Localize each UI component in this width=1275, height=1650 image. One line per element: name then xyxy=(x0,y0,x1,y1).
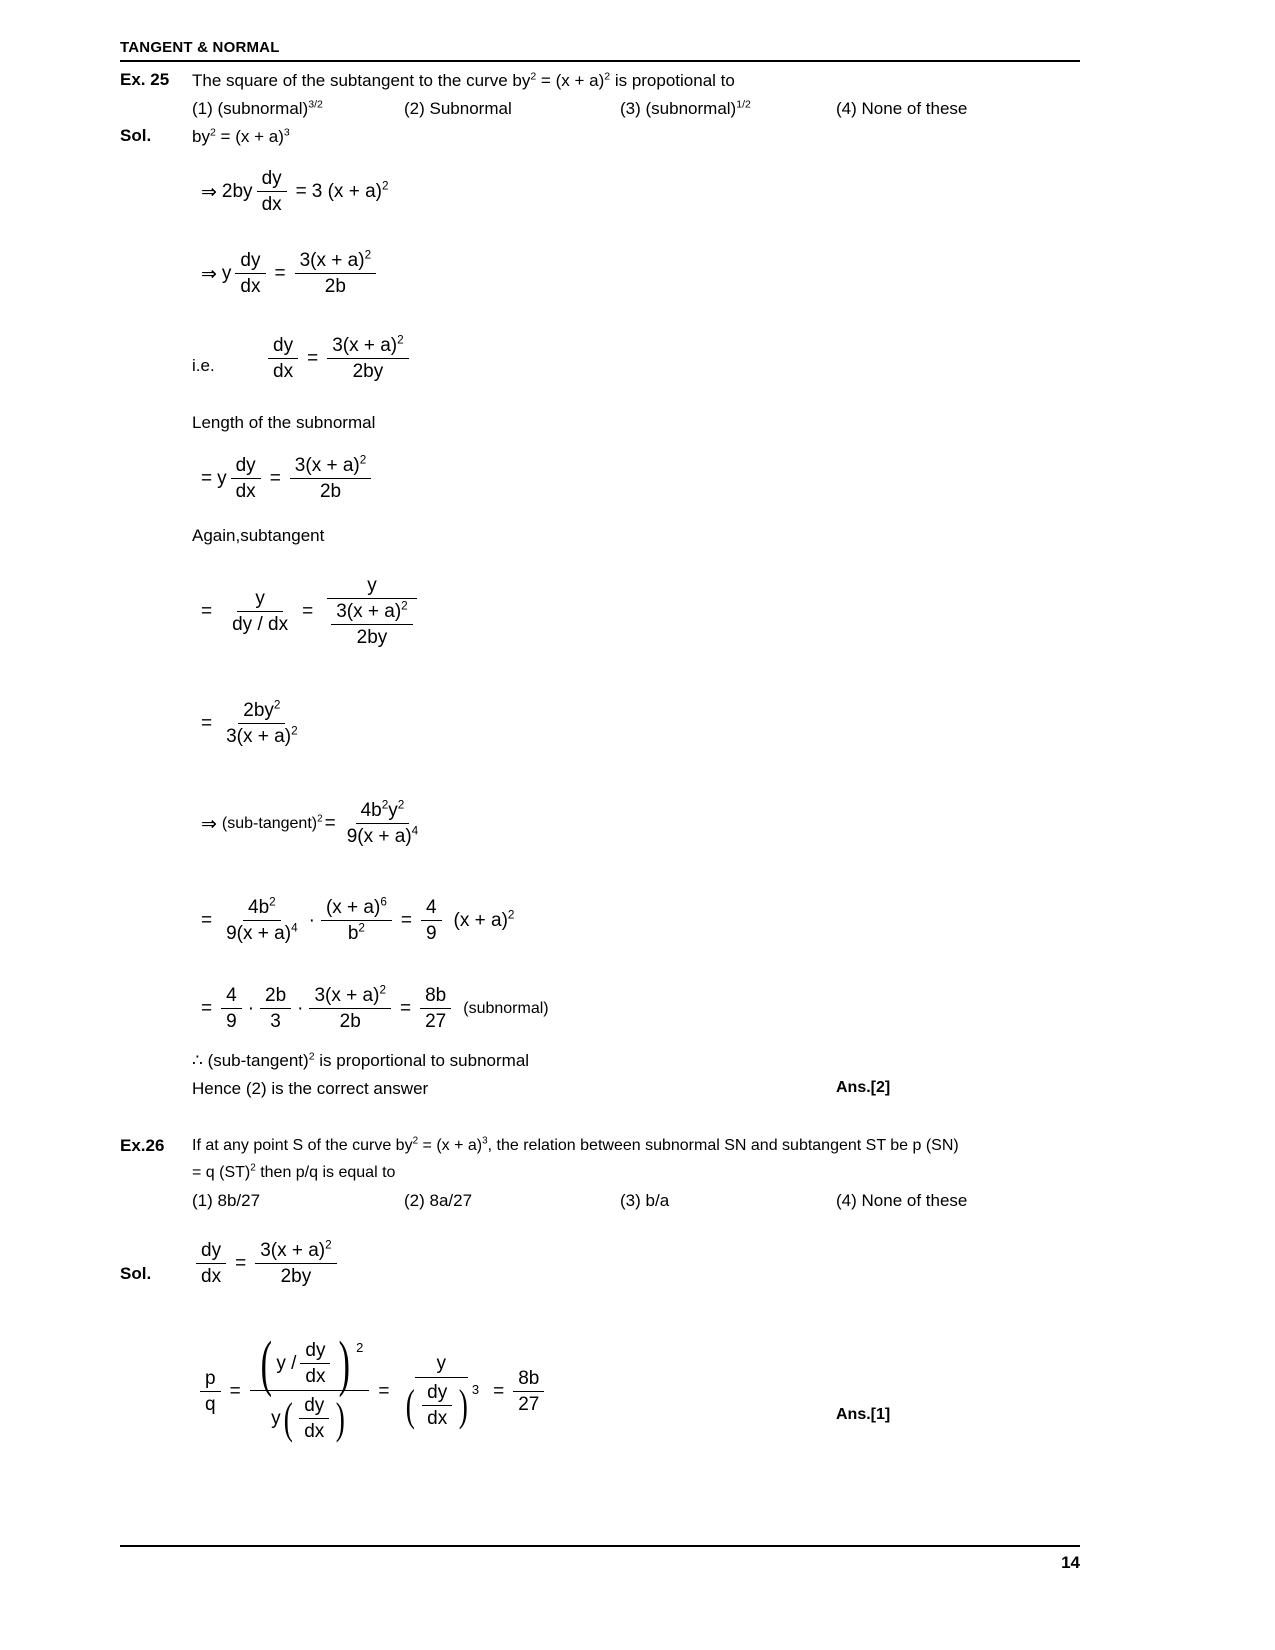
ex25-step4-den: 2b xyxy=(319,481,342,502)
ex26-q1-sup2: 3 xyxy=(482,1135,488,1147)
ex25-step9-dot2: · xyxy=(297,998,304,1019)
ex25-step4-num-text: 3(x + a) xyxy=(294,455,360,476)
ex25-step9-fraction2 xyxy=(260,985,291,1033)
ex25-step9-f4-den: 27 xyxy=(425,1011,447,1032)
ex25-step8-fraction2 xyxy=(321,897,392,945)
ex26-step1-eq: = xyxy=(235,1253,247,1274)
ex25-step8-f1-num xyxy=(243,897,281,921)
ex25-step2-eq: = xyxy=(274,263,286,284)
ex26-step2-den1-group xyxy=(271,1395,348,1443)
ex25-step5 xyxy=(196,575,426,649)
ex25-answer: Ans.[2] xyxy=(836,1079,891,1096)
ex25-step7-num-sup1: 2 xyxy=(381,798,389,812)
ex25-option-1-text: (subnormal) xyxy=(217,99,309,118)
ex26-option-1[interactable] xyxy=(192,1190,260,1211)
ex26-step2-num1 xyxy=(250,1330,370,1398)
ex25-step8-tail xyxy=(454,910,515,932)
ex26-step2-den1 xyxy=(266,1391,353,1443)
ex25-step4-fraction xyxy=(290,455,372,503)
ex26-step2-inner-dx: dx xyxy=(305,1366,326,1388)
ex26-step2-den-y: y xyxy=(271,1408,281,1430)
ex25-step6-num xyxy=(238,700,285,724)
right-paren-icon: ) xyxy=(339,1330,351,1398)
ex25-step6 xyxy=(196,700,307,748)
ex26-step2-den-dydx xyxy=(299,1395,329,1443)
ex25-step8-f1-den xyxy=(221,921,303,945)
ex25-subnormal-caption: Length of the subnormal xyxy=(192,413,376,432)
ex25-step7-den xyxy=(342,824,424,848)
ex26-q2-sup: 2 xyxy=(250,1162,256,1174)
ex25-step8-tail-sup: 2 xyxy=(507,908,515,922)
ex26-step2-fraction1 xyxy=(250,1330,370,1444)
ex26-q2b: then p/q is equal to xyxy=(255,1164,396,1181)
ex25-question-text: The square of the subtangent to the curve by xyxy=(192,71,531,90)
ex25-step3-dx: dx xyxy=(273,361,294,382)
ex25-step4-dx: dx xyxy=(235,481,256,502)
ex25-step3-den: 2by xyxy=(352,361,384,382)
ex25-step5-eq2: = xyxy=(302,601,314,622)
ex25-step7-num-b: 4b xyxy=(360,800,382,821)
ex25-step8-f2-den-text: b xyxy=(347,923,359,944)
ex26-step1-num-sup: 2 xyxy=(325,1238,332,1252)
ex25-step2-num-text: 3(x + a) xyxy=(299,250,365,271)
ex25-option-3-sup: 1/2 xyxy=(736,98,751,111)
ex25-sol-label: Sol. xyxy=(120,126,152,145)
ex25-step7-num-y: y xyxy=(388,800,398,821)
ex26-option-3-num: (3) xyxy=(620,1191,641,1210)
ex26-step2-f3-den: 27 xyxy=(518,1393,540,1415)
footer-divider xyxy=(120,1545,1080,1547)
ex26-step1-den: 2by xyxy=(280,1266,312,1287)
ex26-option-3[interactable] xyxy=(620,1190,669,1211)
ex26-option-4-text: None of these xyxy=(861,1191,968,1210)
ex26-step1-dy: dy xyxy=(196,1240,226,1264)
page-header xyxy=(120,40,1080,62)
ex25-step1 xyxy=(196,168,389,216)
ex26-step1-num xyxy=(255,1240,337,1264)
ex25-step1-rhs xyxy=(312,181,389,203)
ex25-option-1-sup: 3/2 xyxy=(308,98,323,111)
ex26-step2-inner-y: y / xyxy=(276,1353,297,1375)
ex25-step4-num-sup: 2 xyxy=(359,453,367,467)
ex26-step2-eq3: = xyxy=(493,1380,505,1402)
ex25-option-1-num: (1) xyxy=(192,99,213,118)
ex25-given-rhs-sup: 3 xyxy=(283,126,290,139)
ex25-step9-f3-num xyxy=(309,985,391,1009)
ex26-option-3-text: b/a xyxy=(645,1191,670,1210)
ex25-option-3-num: (3) xyxy=(620,99,641,118)
ex25-step1-dydx xyxy=(257,168,287,216)
ex25-step2 xyxy=(196,250,380,298)
ex26-q2a: = q (ST) xyxy=(192,1164,251,1181)
ex25-step1-rhs-sup: 2 xyxy=(381,179,389,193)
ex25-step3-fraction xyxy=(327,335,409,383)
ex25-step8-fraction3 xyxy=(421,897,442,945)
ex25-step7-lhs-sup: 2 xyxy=(317,813,323,825)
ex25-step9-tail: (subnormal) xyxy=(463,1000,549,1017)
ex25-step6-num-text: 2by xyxy=(243,700,274,721)
ex26-question-line1 xyxy=(192,1136,959,1156)
ex25-step7-den-sup: 4 xyxy=(411,824,419,838)
therefore-symbol: ∴ xyxy=(192,1051,203,1070)
ex25-conclusion-text: (sub-tangent) xyxy=(207,1051,309,1070)
ex26-step2-eq2: = xyxy=(378,1380,390,1402)
ex25-step8-f2-num-sup: 6 xyxy=(380,895,387,909)
ex25-step8-fraction1 xyxy=(221,897,303,945)
ex25-step2-dydx xyxy=(235,250,265,298)
ex26-option-1-num: (1) xyxy=(192,1191,213,1210)
ex25-step8-f2-den-sup: 2 xyxy=(358,921,365,935)
ex25-step2-den: 2b xyxy=(324,276,346,297)
header-divider xyxy=(120,60,1080,62)
ex25-conclusion xyxy=(192,1050,529,1071)
left-paren-icon-2: ( xyxy=(283,1394,293,1444)
ex26-step2-f2-exp: 3 xyxy=(471,1382,480,1398)
ex25-conclusion-end: is proportional to subnormal xyxy=(314,1051,530,1070)
ex25-option-1[interactable] xyxy=(192,98,323,119)
ex26-q1a: If at any point S of the curve by xyxy=(192,1137,413,1154)
ex26-step2-den-dy: dy xyxy=(299,1395,329,1419)
ex25-step5-inner-num-sup: 2 xyxy=(401,599,408,613)
ex25-option-2-num: (2) xyxy=(404,99,425,118)
ex25-option-2-text: Subnormal xyxy=(429,99,512,118)
ex25-step6-den xyxy=(221,724,303,748)
ex26-option-2[interactable] xyxy=(404,1190,472,1211)
ex25-step3 xyxy=(264,335,413,383)
ex25-step5-num1: y xyxy=(237,588,283,612)
ex25-step5-inner-num xyxy=(331,601,413,625)
ex26-option-1-text: 8b/27 xyxy=(217,1191,261,1210)
ex25-step3-prefix: i.e. xyxy=(192,356,215,375)
ex25-step1-arrow: ⇒ xyxy=(201,181,217,203)
ex25-step8-f2-num-text: (x + a) xyxy=(325,897,381,918)
ex25-step1-eq: = xyxy=(295,181,307,202)
ex25-step3-num xyxy=(327,335,409,359)
ex25-step7 xyxy=(196,800,427,848)
ex25-question xyxy=(192,70,735,91)
ex25-step8-tail-text: (x + a) xyxy=(453,910,508,931)
ex25-step7-num xyxy=(356,800,410,824)
ex25-step5-den2 xyxy=(322,599,422,649)
ex25-step9 xyxy=(196,985,549,1033)
ex25-step9-f3-den: 2b xyxy=(339,1011,361,1032)
ex25-step5-num2: y xyxy=(327,575,417,599)
ex25-step8-f3-num: 4 xyxy=(421,897,442,921)
ex26-step2-pq xyxy=(200,1368,221,1416)
ex25-step6-fraction xyxy=(221,700,303,748)
ex25-step7-num-sup2: 2 xyxy=(397,798,405,812)
ex25-step3-num-sup: 2 xyxy=(397,333,404,347)
ex25-question-sup1: 2 xyxy=(530,70,537,83)
ex25-step8-f3-den: 9 xyxy=(425,923,437,944)
right-paren-icon-3: ) xyxy=(459,1381,469,1431)
ex25-question-sup2: 2 xyxy=(604,70,611,83)
ex25-step9-eq1: = xyxy=(201,998,213,1019)
ex25-step3-dydx xyxy=(268,335,298,383)
ex25-step4-eq1: = xyxy=(201,468,213,489)
ex25-step3-dy: dy xyxy=(268,335,298,359)
ex25-step5-fraction1 xyxy=(227,588,293,636)
ex25-step8-f2-den xyxy=(343,921,370,945)
ex26-step2-f2-dy: dy xyxy=(422,1382,452,1406)
ex25-step4-num xyxy=(290,455,372,479)
ex25-conclusion-sup: 2 xyxy=(308,1050,315,1063)
ex26-option-2-num: (2) xyxy=(404,1191,425,1210)
ex25-question-end: is propotional to xyxy=(610,71,735,90)
ex25-step7-lhs-text: (sub-tangent) xyxy=(221,815,318,832)
ex25-step4-eq2: = xyxy=(269,468,281,489)
ex25-given-lhs: by xyxy=(192,127,210,146)
ex26-step2-fraction3 xyxy=(513,1368,544,1416)
ex26-step2-inner-dydx xyxy=(300,1340,330,1388)
ex25-step8-dot: · xyxy=(308,910,315,931)
ex26-step1 xyxy=(192,1240,341,1288)
right-paren-icon-2: ) xyxy=(336,1394,346,1444)
ex26-step2-f2-num: y xyxy=(415,1353,469,1378)
ex25-step9-f1-den: 9 xyxy=(226,1011,237,1032)
ex25-step5-inner-fraction xyxy=(331,601,413,649)
ex26-step2-inner-dy: dy xyxy=(300,1340,330,1364)
ex25-step2-num xyxy=(295,250,377,274)
ex25-step7-eq: = xyxy=(324,813,336,834)
ex25-step5-inner-den: 2by xyxy=(356,627,388,648)
ex26-option-4[interactable] xyxy=(836,1190,967,1211)
ex25-given-lhs-sup: 2 xyxy=(209,126,216,139)
ex26-step2-den-dx: dx xyxy=(304,1421,325,1443)
ex25-option-4-text: None of these xyxy=(861,99,968,118)
left-paren-icon-3: ( xyxy=(406,1381,416,1431)
ex25-step1-rhs-text: 3 (x + a) xyxy=(311,181,382,202)
ex25-step9-f1-num: 4 xyxy=(221,985,242,1009)
ex25-step7-lhs xyxy=(222,815,323,833)
ex26-step1-dx: dx xyxy=(201,1266,222,1287)
ex26-step2-fraction2 xyxy=(398,1353,484,1430)
ex25-step4-dydx xyxy=(231,455,261,503)
ex25-step4 xyxy=(196,455,375,503)
ex25-step6-eq: = xyxy=(201,713,213,734)
ex26-step2-exp: 2 xyxy=(356,1340,364,1355)
ex25-question-mid: = (x + a) xyxy=(536,71,605,90)
ex25-step6-num-sup: 2 xyxy=(273,698,281,712)
ex25-step8-f1-den-sup: 4 xyxy=(291,921,298,935)
ex25-label: Ex. 25 xyxy=(120,70,170,89)
ex25-step9-fraction4 xyxy=(420,985,451,1033)
ex26-q1c: , the relation between subnormal SN and subtangent ST be p (SN) xyxy=(487,1137,959,1154)
ex25-step7-den-text: 9(x + a) xyxy=(346,826,412,847)
ex26-label: Ex.26 xyxy=(120,1136,165,1155)
ex25-hence: Hence (2) is the correct answer xyxy=(192,1079,429,1098)
ex25-step3-num-text: 3(x + a) xyxy=(332,335,398,356)
ex26-step1-dydx xyxy=(196,1240,226,1288)
ex25-step7-fraction xyxy=(342,800,424,848)
ex26-step1-num-text: 3(x + a) xyxy=(260,1240,326,1261)
ex25-step2-dy: dy xyxy=(235,250,265,274)
ex25-step5-inner-num-text: 3(x + a) xyxy=(336,601,402,622)
page-number: 14 xyxy=(1061,1553,1080,1572)
ex25-option-2[interactable] xyxy=(404,98,512,119)
ex25-step9-f4-num: 8b xyxy=(420,985,451,1009)
ex25-step8-f1-num-sup: 2 xyxy=(269,895,276,909)
ex25-step2-dx: dx xyxy=(240,276,261,297)
ex25-step1-dy: dy xyxy=(257,168,287,192)
ex25-step8-f1-num-text: 4b xyxy=(248,897,270,918)
ex25-option-4-num: (4) xyxy=(836,99,857,118)
header-title: TANGENT & NORMAL xyxy=(120,39,280,56)
ex26-step2-f2-dydx xyxy=(422,1382,452,1430)
ex26-step2 xyxy=(196,1330,548,1444)
ex25-step9-fraction3 xyxy=(309,985,391,1033)
ex25-step9-eq2: = xyxy=(399,998,412,1019)
ex25-step9-f3-num-sup: 2 xyxy=(379,983,386,997)
ex25-subtangent-caption: Again,subtangent xyxy=(192,526,325,545)
ex25-step9-dot1: · xyxy=(247,998,255,1019)
ex25-step8 xyxy=(196,897,514,945)
ex25-step3-eq: = xyxy=(307,348,319,369)
ex25-step9-f3-num-text: 3(x + a) xyxy=(314,985,380,1006)
ex25-step6-den-text: 3(x + a) xyxy=(226,726,292,747)
ex25-step5-fraction2 xyxy=(322,575,422,649)
ex25-step9-fraction1 xyxy=(221,985,242,1033)
ex25-step8-eq2: = xyxy=(400,910,412,931)
ex25-step2-arrow: ⇒ xyxy=(201,263,217,285)
ex26-q1b: = (x + a) xyxy=(418,1137,483,1154)
ex25-step6-den-sup: 2 xyxy=(291,724,298,738)
ex26-question-line2 xyxy=(192,1163,395,1183)
ex25-step1-coef: 2by xyxy=(221,181,253,202)
ex25-given-equation xyxy=(192,126,290,147)
ex25-step4-dy: dy xyxy=(231,455,261,479)
ex26-step1-fraction xyxy=(255,1240,337,1288)
ex25-step9-f2-den: 3 xyxy=(270,1011,281,1032)
left-paren-icon: ( xyxy=(260,1330,272,1398)
ex25-step7-arrow: ⇒ xyxy=(201,813,217,835)
ex26-step2-f2-den-group xyxy=(403,1382,479,1430)
ex25-step8-f1-den-text: 9(x + a) xyxy=(226,923,292,944)
ex26-q1-sup1: 2 xyxy=(412,1135,419,1147)
ex26-step2-q: q xyxy=(205,1393,216,1415)
ex25-step8-f2-num xyxy=(321,897,392,921)
ex25-step2-y: y xyxy=(221,263,232,284)
ex25-option-4[interactable] xyxy=(836,98,967,119)
ex26-step2-f3-num: 8b xyxy=(513,1368,544,1392)
ex26-step2-f2-den xyxy=(398,1378,484,1430)
ex26-sol-label: Sol. xyxy=(120,1264,152,1283)
ex25-option-3[interactable] xyxy=(620,98,751,119)
ex25-option-3-text: (subnormal) xyxy=(645,99,737,118)
ex25-step4-y: y xyxy=(217,468,227,489)
ex26-option-4-num: (4) xyxy=(836,1191,857,1210)
ex25-step8-eq1: = xyxy=(201,910,213,931)
ex26-step2-num1-group xyxy=(256,1330,364,1398)
ex25-step5-eq1: = xyxy=(201,601,213,622)
ex26-answer: Ans.[1] xyxy=(836,1406,891,1423)
ex26-step2-f2-dx: dx xyxy=(427,1408,448,1430)
ex25-step2-fraction xyxy=(295,250,377,298)
ex25-step5-den1: dy / dx xyxy=(232,614,289,635)
ex26-option-2-text: 8a/27 xyxy=(429,1191,473,1210)
ex26-step2-p: p xyxy=(200,1368,221,1392)
ex25-step2-num-sup: 2 xyxy=(364,248,372,262)
ex25-given-eq: = (x + a) xyxy=(215,127,284,146)
ex26-step2-eq1: = xyxy=(229,1380,241,1402)
ex25-step1-dx: dx xyxy=(261,194,282,215)
ex25-step9-f2-num: 2b xyxy=(260,985,291,1009)
